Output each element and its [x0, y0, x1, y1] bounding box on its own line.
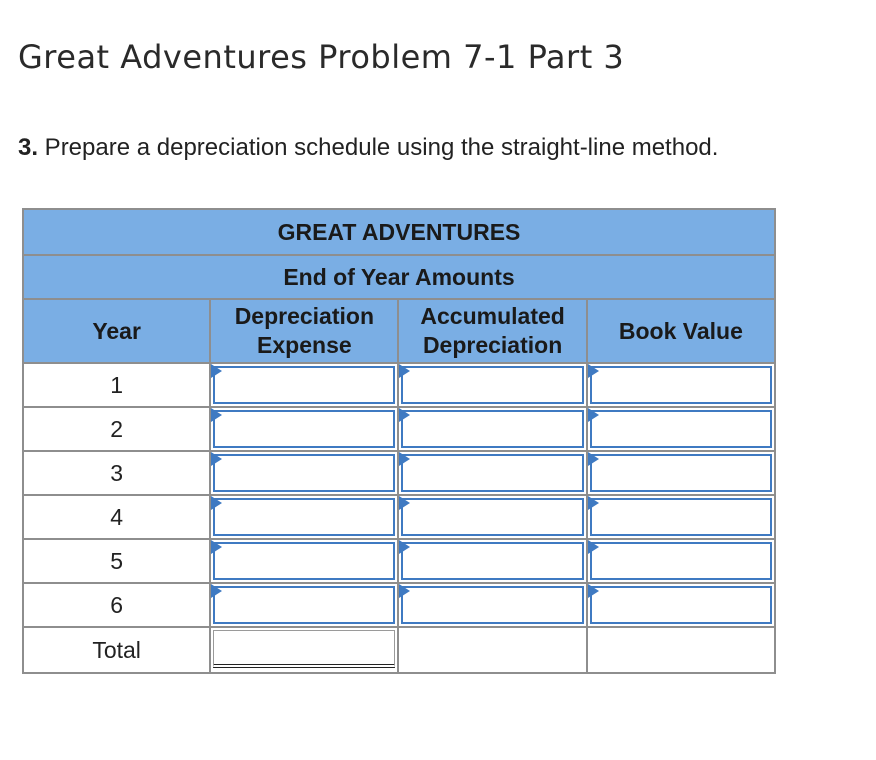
book-value-input[interactable] [590, 542, 772, 580]
book-value-cell [587, 363, 775, 407]
input-marker-icon [399, 584, 410, 598]
dep-expense-cell [210, 407, 398, 451]
schedule-rows [23, 363, 775, 627]
book-value-column-header: Book Value [587, 299, 775, 363]
accum-dep-cell [398, 583, 586, 627]
book-value-input[interactable] [590, 586, 772, 624]
table-row [23, 363, 775, 407]
accum-dep-header-line2: Depreciation [422, 332, 563, 358]
book-value-cell [587, 495, 775, 539]
input-marker-icon [399, 408, 410, 422]
input-marker-icon [211, 584, 222, 598]
book-value-cell [587, 539, 775, 583]
accum-dep-input[interactable] [401, 454, 583, 492]
total-dep-expense-input[interactable] [213, 630, 395, 668]
table-row [23, 451, 775, 495]
accum-dep-cell [398, 539, 586, 583]
dep-expense-input[interactable] [213, 586, 395, 624]
accum-dep-cell [398, 451, 586, 495]
year-column-header: Year [23, 299, 210, 363]
accum-dep-header-line1: Accumulated [420, 303, 565, 329]
dep-expense-cell [210, 363, 398, 407]
book-value-input[interactable] [590, 410, 772, 448]
depreciation-schedule-table [22, 208, 776, 674]
table-row [23, 495, 775, 539]
input-marker-icon [588, 584, 599, 598]
year-cell: 5 [23, 539, 210, 583]
input-marker-icon [399, 364, 410, 378]
accumulated-depreciation-column-header [398, 299, 586, 363]
input-marker-icon [588, 452, 599, 466]
total-accum-dep-blank [398, 627, 586, 673]
book-value-input[interactable] [590, 454, 772, 492]
input-marker-icon [211, 408, 222, 422]
total-book-value-blank [587, 627, 775, 673]
dep-expense-input[interactable] [213, 454, 395, 492]
input-marker-icon [588, 408, 599, 422]
accum-dep-cell [398, 363, 586, 407]
year-cell: 1 [23, 363, 210, 407]
dep-expense-cell [210, 539, 398, 583]
dep-expense-input[interactable] [213, 498, 395, 536]
book-value-cell [587, 451, 775, 495]
page-title: Great Adventures Problem 7-1 Part 3 [18, 38, 625, 76]
table-row [23, 583, 775, 627]
company-name-header: GREAT ADVENTURES [23, 209, 775, 255]
input-marker-icon [399, 540, 410, 554]
table-row [23, 407, 775, 451]
table-row [23, 539, 775, 583]
year-cell: 6 [23, 583, 210, 627]
book-value-input[interactable] [590, 498, 772, 536]
dep-expense-header-line1: Depreciation [234, 303, 375, 329]
accum-dep-input[interactable] [401, 586, 583, 624]
question-body: Prepare a depreciation schedule using the straight-line method. [38, 134, 719, 161]
dep-expense-header-line2: Expense [257, 332, 352, 358]
dep-expense-cell [210, 451, 398, 495]
book-value-cell [587, 583, 775, 627]
depreciation-expense-column-header [210, 299, 398, 363]
dep-expense-cell [210, 495, 398, 539]
accum-dep-input[interactable] [401, 366, 583, 404]
accum-dep-cell [398, 407, 586, 451]
year-cell: 2 [23, 407, 210, 451]
year-cell: 3 [23, 451, 210, 495]
input-marker-icon [588, 540, 599, 554]
book-value-input[interactable] [590, 366, 772, 404]
year-cell: 4 [23, 495, 210, 539]
dep-expense-cell [210, 583, 398, 627]
book-value-cell [587, 407, 775, 451]
input-marker-icon [211, 496, 222, 510]
accum-dep-input[interactable] [401, 542, 583, 580]
input-marker-icon [399, 496, 410, 510]
dep-expense-input[interactable] [213, 366, 395, 404]
input-marker-icon [399, 452, 410, 466]
input-marker-icon [211, 364, 222, 378]
question-text [18, 134, 718, 162]
input-marker-icon [211, 540, 222, 554]
total-dep-expense-cell [210, 627, 398, 673]
total-label: Total [23, 627, 210, 673]
end-of-year-header: End of Year Amounts [23, 255, 775, 299]
input-marker-icon [211, 452, 222, 466]
dep-expense-input[interactable] [213, 410, 395, 448]
input-marker-icon [588, 364, 599, 378]
accum-dep-input[interactable] [401, 498, 583, 536]
accum-dep-cell [398, 495, 586, 539]
dep-expense-input[interactable] [213, 542, 395, 580]
question-number: 3. [18, 134, 39, 161]
accum-dep-input[interactable] [401, 410, 583, 448]
input-marker-icon [588, 496, 599, 510]
